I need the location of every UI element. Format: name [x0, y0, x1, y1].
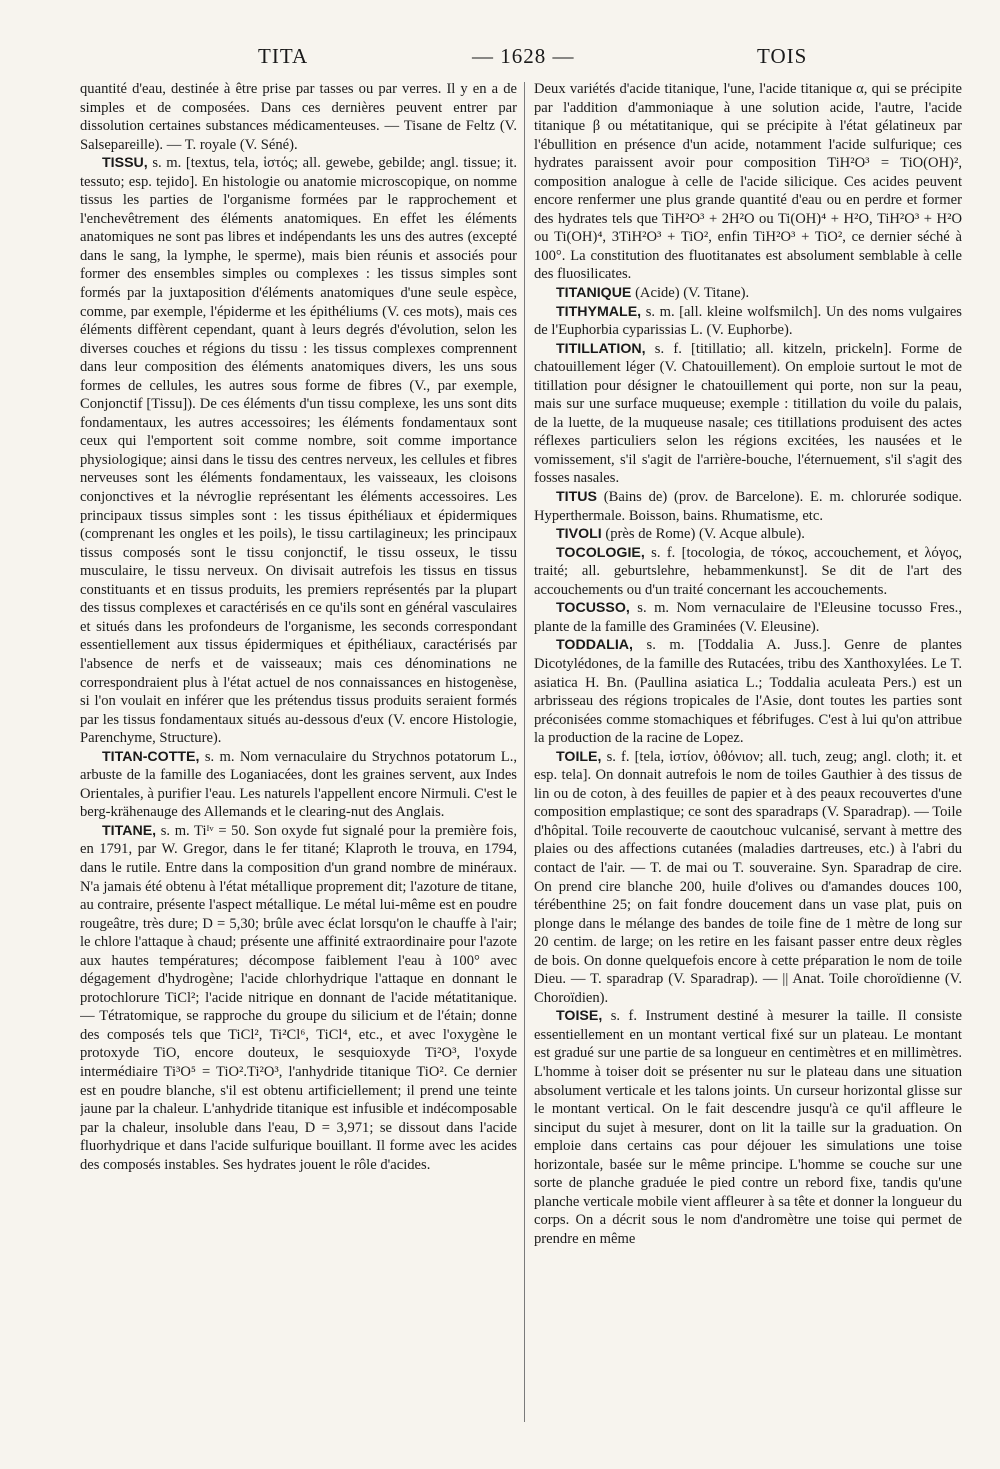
entry	[534, 1007, 962, 1248]
header-left-word: TITA	[258, 44, 309, 68]
entry-text: (près de Rome) (V. Acque albule).	[605, 526, 805, 543]
entry-headword: TODDALIA,	[556, 637, 633, 654]
entry-text: s. m. [textus, tela, ἱστός; all. gewebe, gebilde; angl. tissue; it. tessuto; esp. tejido]. En histologie ou anatomie microscopique, on nomme tissus les parties de l'organisme formées par le rapprochement et l'enchevêtrement des éléments anatomiques. En effet les éléments anatomiques ne sont pas libres et indépendants les uns des autres (excepté dans le sang, la lymphe, le sperme), mais bien réunis et associés pour former des ensembles simples ou complexes : les tissus simples sont formés par la juxtaposition d'éléments anatomiques d'une seule espèce, comme, par exemple, l'épiderme et les épithéliums (V. ces mots), mais ces éléments diffèrent cependant, quant à leurs degrés d'évolution, selon les diverses couches et régions du tissu : les tissus complexes comprennent dans leur composition des éléments anatomiques divers, les uns sous formes de cellules, les autres sous forme de fibres (V., par exemple, Conjonctif [Tissu]). De ces éléments d'un tissu complexe, les uns sont dits fondamentaux, les autres accessoires; les éléments fondamentaux sont ceux qui l'emportent soit comme nombre, soit comme importance physiologique; ainsi dans le tissu des centres nerveux, les cellules et fibres nerveuses sont les éléments fondamentaux, les vaisseaux, les cloisons conjonctives et la névroglie représentant les éléments accessoires. Les principaux tissus simples sont : les tissus épithéliaux et épidermiques (comprenant les ongles et les poils), le tissu cartilagineux; les principaux tissus composés sont le tissu conjonctif, le tissu osseux, le tissu musculaire, le tissu nerveux. On divisait autrefois les tissus en tissus constituants et en tissus produits, les premiers représentés par la plupart des tissus complexes et caractérisés en ce qu'ils sont en général vasculaires et situés dans les profondeurs de l'organisme, les seconds correspondant essentiellement aux tissus épidermiques et épithéliaux, caractérisés par l'absence de nerfs et de vaisseaux; mais ces dénominations ne correspondraient plus à l'état actuel de nos connaissances en histogenèse, si l'on voulait en inférer que les prétendus tissus produits seraient formés par les tissus fondamentaux situés au-dessous d'eux (V. encore Histologie, Parenchyme, Structure).	[80, 155, 517, 747]
entry	[80, 154, 517, 748]
right-column	[534, 80, 962, 1440]
entry-headword: TOISE,	[556, 1008, 603, 1025]
entry	[534, 488, 962, 525]
entry	[534, 599, 962, 636]
entry	[534, 80, 962, 284]
entry-text: quantité d'eau, destinée à être prise par tasses ou par verres. Il y en a de simples et de composées. Dans ces dernières peuvent entrer par dissolution certaines substances médicamenteuses. — Tisane de Feltz (V. Salsepareille). — T. royale (V. Séné).	[80, 81, 517, 153]
entry-headword: TITANIQUE	[556, 285, 632, 302]
entry	[534, 636, 962, 747]
entry-headword: TOILE,	[556, 748, 602, 765]
entry-text: s. f. [tocologia, de τόκος, accouchement, et λόγος, traité; all. geburtslehre, hebammenkunst]. Se dit de l'art des accouchements ou d'un traité concernant les accouchements.	[534, 544, 962, 598]
entry-headword: TOCUSSO,	[556, 600, 630, 617]
entry	[534, 340, 962, 488]
entry-text: s. m. Nom vernaculaire de l'Eleusine tocusso Fres., plante de la famille des Graminées (V. Eleusine).	[534, 600, 962, 635]
entry	[534, 544, 962, 600]
entry-text: (Bains de) (prov. de Barcelone). E. m. chlorurée sodique. Hyperthermale. Boisson, bains. Rhumatisme, etc.	[534, 489, 962, 524]
entry-text: s. f. [titillatio; all. kitzeln, prickeln]. Forme de chatouillement léger (V. Chatouillement). On emploie surtout le mot de titillation pour désigner le chatouillement qui porte, non sur la peau, mais sur une surface muqueuse; exemple : titillation du voile du palais, de la luette, de la muqueuse nasale; ces titillations produisent des actes réflexes particuliers selon les régions excitées, les nausées et le vomissement, s'il s'agit de l'arrière-bouche, l'éternuement, s'il s'agit des fosses nasales.	[534, 340, 962, 487]
entry	[80, 80, 517, 154]
running-header	[0, 44, 1000, 84]
entry	[80, 822, 517, 1174]
entry-headword: TITUS	[556, 489, 597, 506]
entry	[534, 284, 962, 303]
entry-text: s. m. [Toddalia A. Juss.]. Genre de plantes Dicotylédones, de la famille des Rutacées, tribu des Xanthoxylées. Le T. asiatica H. Bn. (Paullina asiatica L.; Toddalia aculeata Pers.) est un arbrisseau des régions tropicales de l'Asie, dont toutes les parties sont préconisées comme stomachiques et fébrifuges. C'est à lui qu'on attribue la production de la racine de Lopez.	[534, 637, 962, 747]
entry	[80, 748, 517, 822]
entry	[534, 303, 962, 340]
entry-headword: TITHYMALE,	[556, 303, 642, 320]
entry-headword: TITANE,	[102, 822, 157, 839]
entry-text: (Acide) (V. Titane).	[635, 285, 750, 302]
entry-headword: TITAN-COTTE,	[102, 748, 200, 765]
entry-text: s. m. Tiᴵᵛ = 50. Son oxyde fut signalé pour la première fois, en 1791, par W. Gregor, dans le fer titané; Klaproth le trouva, en 1794, dans le rutile. Entre dans la composition d'un grand nombre de minéraux. N'a jamais été obtenu à l'état métallique proprement dit; l'azoture de titane, au contraire, présente l'aspect métallique. Le métal lui-même est en poudre rougeâtre, très dure; D = 5,30; brûle avec éclat lorsqu'on le chauffe à l'air; le chlore l'attaque à chaud; présente une affinité extraordinaire pour l'azote aux hautes températures; décompose faiblement l'eau à 100° avec dégagement d'hydrogène; l'acide chlorhydrique l'attaque en donnant le protochlorure TiCl²; l'acide nitrique en donnant de l'acide métatitanique. — Tétratomique, se rapproche du groupe du silicium et de l'étain; donne des composés tels que TiCl², Ti²Cl⁶, TiCl⁴, etc., et avec l'oxygène le protoxyde TiO, encore douteux, le sesquioxyde Ti²O³, l'oxyde intermédiaire Ti³O⁵ = TiO².Ti²O³, l'anhydride titanique TiO². Ce dernier est en poudre blanche, s'il est obtenu artificiellement; il prend une teinte jaune par la chaleur. L'anhydride titanique est infusible et indécomposable par la chaleur, insoluble dans l'eau, D = 3,971; se dissout dans l'acide fluorhydrique et dans l'acide sulfurique bouillant. Il forme avec les acides des composés instables. Ses hydrates jouent le rôle d'acides.	[80, 822, 517, 1173]
entry-headword: TISSU,	[102, 155, 148, 172]
header-right-word: TOIS	[757, 44, 808, 68]
entry-text: Deux variétés d'acide titanique, l'une, l'acide titanique α, qui se précipite par l'addition d'ammoniaque à une solution acide, l'autre, l'acide titanique β ou métatitanique, qui se précipite à l'état gélatineux par l'ébullition en présence d'un acide, notamment l'acide sulfurique; ces hydrates paraissent avoir pour composition TiH²O³ = TiO(OH)², composition analogue à celle de l'acide silicique. Ces acides peuvent encore renfermer une plus grande quantité d'eau ou en perdre et former des hydrates tels que TiH²O³ + 2H²O ou Ti(OH)⁴ + H²O, TiH²O³ + H²O ou Ti(OH)⁴, 3TiH²O³ + TiO², enfin TiH²O³ + TiO², ce dernier séché à 100°. La constitution des fluotitanates est absolument semblable à celle des fluosilicates.	[534, 81, 962, 283]
entry	[534, 525, 962, 544]
page-number: — 1628 —	[472, 44, 575, 68]
entry-text: s. f. [tela, ἱστίον, ὀθόνιον; all. tuch, zeug; angl. cloth; it. et esp. tela]. On donnait autrefois le nom de toiles Gauthier à des tissus de lin ou de coton, à des feuilles de papier et à des peaux recouvertes d'une composition emplastique; ce sont des sparadraps (V. Sparadrap). — Toile d'hôpital. Toile recouverte de caoutchouc vulcanisé, servant à mettre des plaies ou des affections cutanées (maladies dartreuses, etc.) à l'abri du contact de l'air. — T. de mai ou T. souveraine. Syn. Sparadrap de cire. On prend cire blanche 200, huile d'olives ou d'amandes douces 100, térébenthine 25; on fait fondre doucement dans un vase plat, puis on plonge dans le mélange des bandes de toile fine de 1 mètre de long sur 20 centim. de large; on les retire en les faisant passer entre deux règles de bois. On donne quelquefois encore à cette préparation le nom de toile Dieu. — T. sparadrap (V. Sparadrap). — || Anat. Toile choroïdienne (V. Choroïdien).	[534, 748, 962, 1006]
entry-headword: TIVOLI	[556, 526, 602, 543]
entry-text: s. f. Instrument destiné à mesurer la taille. Il consiste essentiellement en un montant vertical fixé sur un plateau. Le montant est gradué sur une partie de sa longueur en centimètres et en millimètres. L'homme à toiser doit se présenter nu sur le plateau dans une situation absolument verticale et les talons joints. Un curseur horizontal glisse sur le montant vertical. On le fait descendre jusqu'à ce qu'il affleure le sinciput du sujet à mesurer, dont on lit la taille sur la graduation. On emploie dans certains cas pour déjouer les simulations une toise horizontale, basée sur le même principe. L'homme se couche sur une sorte de planche graduée le pied contre un rebord fixe, tandis qu'une planche verticale mobile vient affleurer à sa tête et donner la longueur du corps. On a décrit sous le nom d'andromètre une toise qui permet de prendre en même	[534, 1008, 962, 1247]
left-column	[80, 80, 517, 1440]
column-divider	[524, 82, 525, 1422]
entry	[534, 748, 962, 1008]
entry-headword: TOCOLOGIE,	[556, 544, 645, 561]
entry-text: s. m. [all. kleine wolfsmilch]. Un des noms vulgaires de l'Euphorbia cyparissias L. (V. Euphorbe).	[534, 303, 962, 339]
entry-text: s. m. Nom vernaculaire du Strychnos potatorum L., arbuste de la famille des Loganiacées, dont les graines servent, aux Indes Orientales, à purifier l'eau. Les naturels l'appellent encore Nirmuli. C'est le berg-krähenauge des Allemands et le clearing-nut des Anglais.	[80, 748, 517, 821]
entry-headword: TITILLATION,	[556, 340, 646, 357]
